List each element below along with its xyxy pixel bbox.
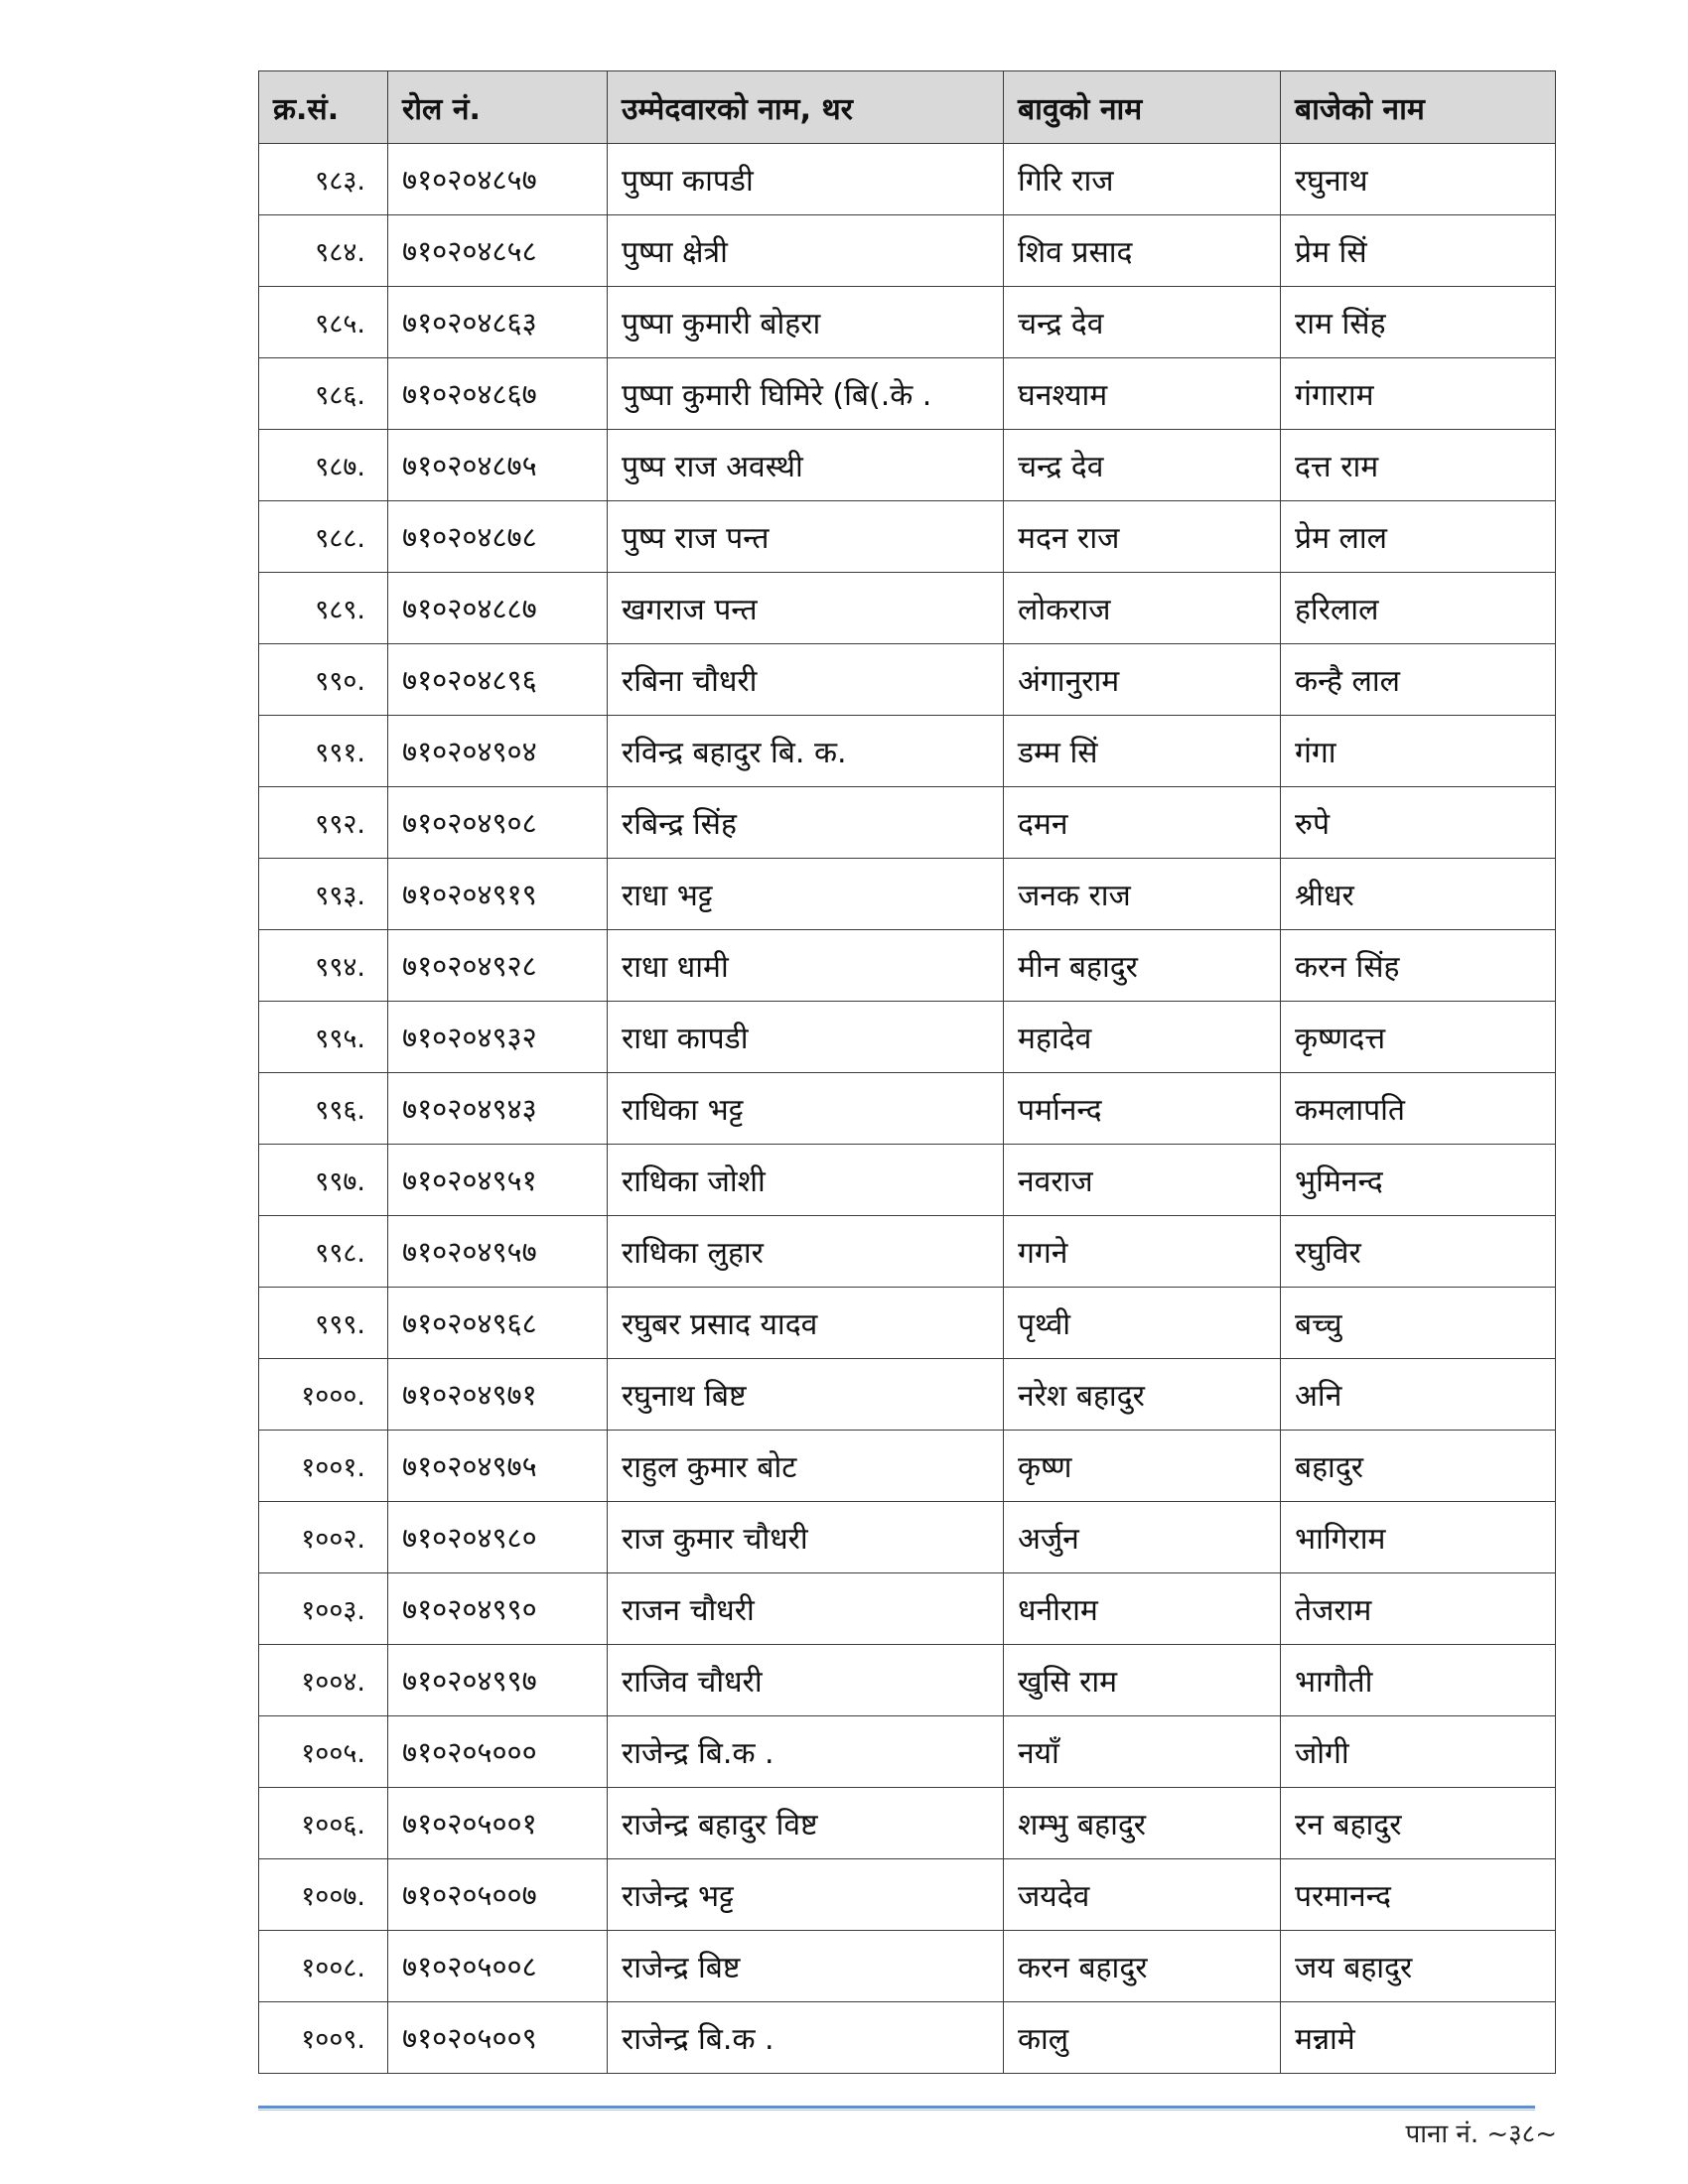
grandfather-name-cell: दत्त राम (1281, 430, 1556, 501)
grandfather-name-cell: भागिराम (1281, 1502, 1556, 1573)
header-grandfather-name: बाजेको नाम (1281, 71, 1556, 144)
roll-number-cell: ७१०२०४९८० (388, 1502, 608, 1573)
table-row (259, 2002, 1556, 2074)
candidate-name-cell: राजेन्द्र बि.क . (608, 2002, 1004, 2074)
serial-number-cell: १००४. (259, 1645, 388, 1716)
roll-number-cell: ७१०२०४९७१ (388, 1359, 608, 1431)
father-name-cell: करन बहादुर (1004, 1931, 1281, 2002)
footer-divider (258, 2106, 1535, 2109)
roll-number-cell: ७१०२०४८९६ (388, 644, 608, 716)
serial-number-cell: ९८३. (259, 144, 388, 215)
serial-number-cell: ९९७. (259, 1145, 388, 1216)
candidate-name-cell: राजिव चौधरी (608, 1645, 1004, 1716)
table-row (259, 1502, 1556, 1573)
roll-number-cell: ७१०२०४९३२ (388, 1002, 608, 1073)
roll-number-cell: ७१०२०४९०८ (388, 787, 608, 859)
father-name-cell: अर्जुन (1004, 1502, 1281, 1573)
grandfather-name-cell: अनि (1281, 1359, 1556, 1431)
grandfather-name-cell: तेजराम (1281, 1573, 1556, 1645)
candidate-name-cell: राधा कापडी (608, 1002, 1004, 1073)
table-row (259, 930, 1556, 1002)
table-row (259, 501, 1556, 573)
serial-number-cell: १००६. (259, 1788, 388, 1859)
grandfather-name-cell: प्रेम सिं (1281, 215, 1556, 287)
serial-number-cell: ९९२. (259, 787, 388, 859)
father-name-cell: पर्मानन्द (1004, 1073, 1281, 1145)
grandfather-name-cell: गंगा (1281, 716, 1556, 787)
candidate-name-cell: पुष्पा क्षेत्री (608, 215, 1004, 287)
table-body (259, 144, 1556, 2074)
grandfather-name-cell: गंगाराम (1281, 358, 1556, 430)
father-name-cell: जनक राज (1004, 859, 1281, 930)
grandfather-name-cell: राम सिंह (1281, 287, 1556, 358)
father-name-cell: मदन राज (1004, 501, 1281, 573)
father-name-cell: खुसि राम (1004, 1645, 1281, 1716)
candidate-name-cell: राजेन्द्र बि.क . (608, 1716, 1004, 1788)
candidate-name-cell: राधा धामी (608, 930, 1004, 1002)
candidate-name-cell: पुष्प राज पन्त (608, 501, 1004, 573)
roll-number-cell: ७१०२०५००८ (388, 1931, 608, 2002)
table-row (259, 1288, 1556, 1359)
father-name-cell: नरेश बहादुर (1004, 1359, 1281, 1431)
roll-number-cell: ७१०२०४८६७ (388, 358, 608, 430)
table-row (259, 859, 1556, 930)
table-header-row (259, 71, 1556, 144)
serial-number-cell: ९९०. (259, 644, 388, 716)
father-name-cell: नयाँ (1004, 1716, 1281, 1788)
candidate-name-cell: राजेन्द्र बहादुर विष्ट (608, 1788, 1004, 1859)
serial-number-cell: १००१. (259, 1431, 388, 1502)
father-name-cell: पृथ्वी (1004, 1288, 1281, 1359)
serial-number-cell: ९९१. (259, 716, 388, 787)
serial-number-cell: ९८८. (259, 501, 388, 573)
father-name-cell: शिव प्रसाद (1004, 215, 1281, 287)
candidate-name-cell: राधिका जोशी (608, 1145, 1004, 1216)
father-name-cell: नवराज (1004, 1145, 1281, 1216)
candidate-name-cell: राजेन्द्र बिष्ट (608, 1931, 1004, 2002)
table-row (259, 1216, 1556, 1288)
candidate-name-cell: राधिका भट्ट (608, 1073, 1004, 1145)
candidate-name-cell: राजेन्द्र भट्ट (608, 1859, 1004, 1931)
table-row (259, 430, 1556, 501)
serial-number-cell: ९८६. (259, 358, 388, 430)
serial-number-cell: १००३. (259, 1573, 388, 1645)
table-row (259, 1859, 1556, 1931)
table-row (259, 1573, 1556, 1645)
footer-divider-light (258, 2110, 1535, 2111)
serial-number-cell: ९८४. (259, 215, 388, 287)
roll-number-cell: ७१०२०४८५८ (388, 215, 608, 287)
grandfather-name-cell: कृष्णदत्त (1281, 1002, 1556, 1073)
roll-number-cell: ७१०२०४९७५ (388, 1431, 608, 1502)
serial-number-cell: ९९४. (259, 930, 388, 1002)
candidate-name-cell: राधिका लुहार (608, 1216, 1004, 1288)
father-name-cell: गगने (1004, 1216, 1281, 1288)
candidate-name-cell: पुष्पा कापडी (608, 144, 1004, 215)
grandfather-name-cell: श्रीधर (1281, 859, 1556, 930)
grandfather-name-cell: मन्नामे (1281, 2002, 1556, 2074)
candidate-name-cell: राज कुमार चौधरी (608, 1502, 1004, 1573)
table-row (259, 1716, 1556, 1788)
table-row (259, 1145, 1556, 1216)
serial-number-cell: ९९६. (259, 1073, 388, 1145)
grandfather-name-cell: हरिलाल (1281, 573, 1556, 644)
father-name-cell: कालु (1004, 2002, 1281, 2074)
table-row (259, 215, 1556, 287)
roll-number-cell: ७१०२०५००१ (388, 1788, 608, 1859)
candidate-name-cell: रबिना चौधरी (608, 644, 1004, 716)
father-name-cell: चन्द्र देव (1004, 287, 1281, 358)
serial-number-cell: १००२. (259, 1502, 388, 1573)
father-name-cell: जयदेव (1004, 1859, 1281, 1931)
father-name-cell: कृष्ण (1004, 1431, 1281, 1502)
roll-number-cell: ७१०२०४९५१ (388, 1145, 608, 1216)
header-candidate-name: उम्मेदवारको नाम, थर (608, 71, 1004, 144)
roll-number-cell: ७१०२०५००० (388, 1716, 608, 1788)
roll-number-cell: ७१०२०५००९ (388, 2002, 608, 2074)
table-row (259, 287, 1556, 358)
grandfather-name-cell: जोगी (1281, 1716, 1556, 1788)
father-name-cell: गिरि राज (1004, 144, 1281, 215)
results-table (258, 70, 1556, 2074)
father-name-cell: घनश्याम (1004, 358, 1281, 430)
roll-number-cell: ७१०२०४९४३ (388, 1073, 608, 1145)
roll-number-cell: ७१०२०४९१९ (388, 859, 608, 930)
serial-number-cell: ९८९. (259, 573, 388, 644)
table-row (259, 573, 1556, 644)
father-name-cell: अंगानुराम (1004, 644, 1281, 716)
serial-number-cell: ९८५. (259, 287, 388, 358)
grandfather-name-cell: भागौती (1281, 1645, 1556, 1716)
serial-number-cell: १००५. (259, 1716, 388, 1788)
father-name-cell: डम्म सिं (1004, 716, 1281, 787)
table-row (259, 1431, 1556, 1502)
page-number: पाना नं. ~३८~ (1405, 2119, 1557, 2149)
table-row (259, 1788, 1556, 1859)
grandfather-name-cell: रघुविर (1281, 1216, 1556, 1288)
roll-number-cell: ७१०२०४९५७ (388, 1216, 608, 1288)
table-row (259, 1931, 1556, 2002)
grandfather-name-cell: रघुनाथ (1281, 144, 1556, 215)
roll-number-cell: ७१०२०४८७५ (388, 430, 608, 501)
grandfather-name-cell: करन सिंह (1281, 930, 1556, 1002)
candidate-name-cell: राधा भट्ट (608, 859, 1004, 930)
grandfather-name-cell: रुपे (1281, 787, 1556, 859)
candidate-name-cell: रबिन्द्र सिंह (608, 787, 1004, 859)
roll-number-cell: ७१०२०४९०४ (388, 716, 608, 787)
table-row (259, 358, 1556, 430)
header-serial-number: क्र.सं. (259, 71, 388, 144)
grandfather-name-cell: कन्है लाल (1281, 644, 1556, 716)
serial-number-cell: १००७. (259, 1859, 388, 1931)
grandfather-name-cell: रन बहादुर (1281, 1788, 1556, 1859)
serial-number-cell: ९८७. (259, 430, 388, 501)
table-row (259, 644, 1556, 716)
roll-number-cell: ७१०२०४९९० (388, 1573, 608, 1645)
candidate-name-cell: पुष्पा कुमारी बोहरा (608, 287, 1004, 358)
father-name-cell: दमन (1004, 787, 1281, 859)
header-roll-number: रोल नं. (388, 71, 608, 144)
father-name-cell: धनीराम (1004, 1573, 1281, 1645)
candidate-name-cell: रविन्द्र बहादुर बि. क. (608, 716, 1004, 787)
serial-number-cell: ९९९. (259, 1288, 388, 1359)
roll-number-cell: ७१०२०४८८७ (388, 573, 608, 644)
header-father-name: बावुको नाम (1004, 71, 1281, 144)
grandfather-name-cell: प्रेम लाल (1281, 501, 1556, 573)
roll-number-cell: ७१०२०४८६३ (388, 287, 608, 358)
roll-number-cell: ७१०२०४८७८ (388, 501, 608, 573)
table-row (259, 1073, 1556, 1145)
table-row (259, 144, 1556, 215)
father-name-cell: लोकराज (1004, 573, 1281, 644)
candidate-name-cell: रघुनाथ बिष्ट (608, 1359, 1004, 1431)
serial-number-cell: ९९५. (259, 1002, 388, 1073)
roll-number-cell: ७१०२०४९६८ (388, 1288, 608, 1359)
father-name-cell: मीन बहादुर (1004, 930, 1281, 1002)
serial-number-cell: ९९८. (259, 1216, 388, 1288)
serial-number-cell: १००९. (259, 2002, 388, 2074)
grandfather-name-cell: भुमिनन्द (1281, 1145, 1556, 1216)
candidate-name-cell: राहुल कुमार बोट (608, 1431, 1004, 1502)
father-name-cell: महादेव (1004, 1002, 1281, 1073)
table-row (259, 787, 1556, 859)
roll-number-cell: ७१०२०४९९७ (388, 1645, 608, 1716)
table-row (259, 1002, 1556, 1073)
candidate-name-cell: रघुबर प्रसाद यादव (608, 1288, 1004, 1359)
father-name-cell: शम्भु बहादुर (1004, 1788, 1281, 1859)
grandfather-name-cell: बहादुर (1281, 1431, 1556, 1502)
roll-number-cell: ७१०२०५००७ (388, 1859, 608, 1931)
grandfather-name-cell: परमानन्द (1281, 1859, 1556, 1931)
candidate-name-cell: पुष्प राज अवस्थी (608, 430, 1004, 501)
serial-number-cell: १०००. (259, 1359, 388, 1431)
grandfather-name-cell: जय बहादुर (1281, 1931, 1556, 2002)
table-row (259, 1359, 1556, 1431)
father-name-cell: चन्द्र देव (1004, 430, 1281, 501)
candidate-name-cell: पुष्पा कुमारी घिमिरे (बि(.के . (608, 358, 1004, 430)
grandfather-name-cell: कमलापति (1281, 1073, 1556, 1145)
table-row (259, 716, 1556, 787)
candidate-name-cell: खगराज पन्त (608, 573, 1004, 644)
grandfather-name-cell: बच्चु (1281, 1288, 1556, 1359)
serial-number-cell: १००८. (259, 1931, 388, 2002)
table-row (259, 1645, 1556, 1716)
candidate-name-cell: राजन चौधरी (608, 1573, 1004, 1645)
roll-number-cell: ७१०२०४८५७ (388, 144, 608, 215)
roll-number-cell: ७१०२०४९२८ (388, 930, 608, 1002)
serial-number-cell: ९९३. (259, 859, 388, 930)
